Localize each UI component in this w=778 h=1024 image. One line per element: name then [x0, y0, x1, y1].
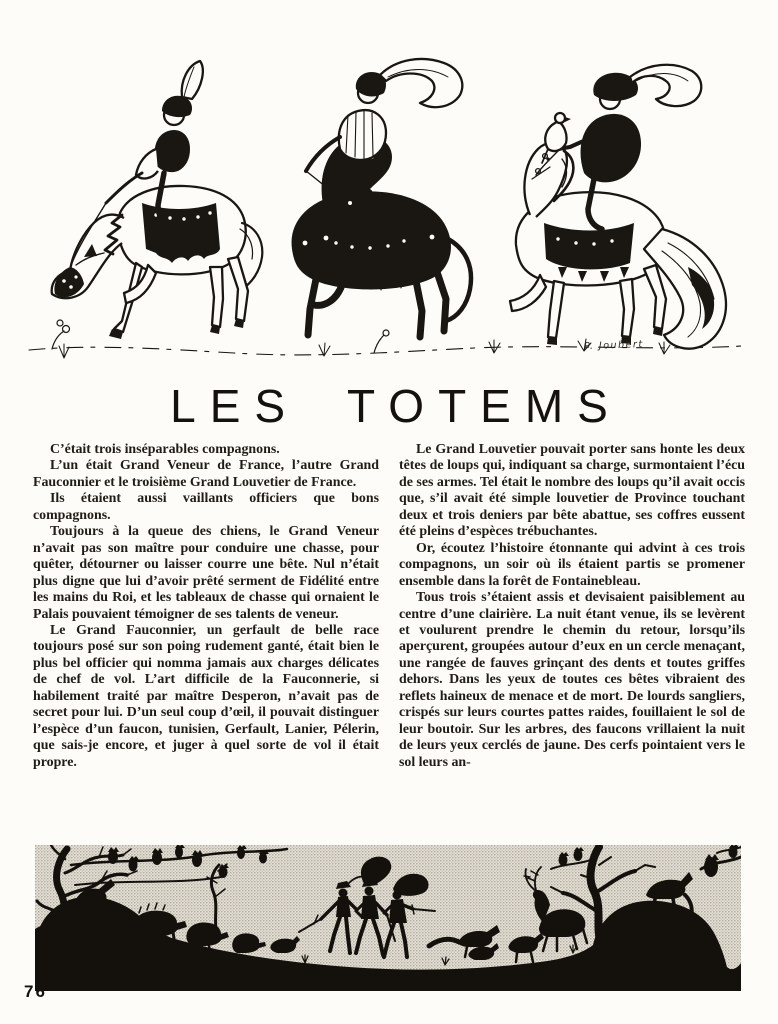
hunting-party-drawing	[24, 52, 754, 366]
page-number: 76	[24, 982, 47, 1001]
rider-middle	[306, 59, 462, 213]
paragraph: Or, écoutez l’histoire étonnante qui advint à ces trois compagnons, un soir où ils étaient partis se promener ensemble dans la forêt de Fontainebleau.	[399, 540, 745, 589]
silhouette-illustration	[35, 845, 741, 991]
horse-and-rider-veneur	[52, 61, 263, 339]
artist-signature: P. Joubert	[583, 338, 644, 353]
paragraph: L’un était Grand Veneur de France, l’autre Grand Fauconnier et le troisième Grand Louvetier de France.	[33, 458, 379, 490]
article-columns	[33, 442, 745, 771]
silhouette-scene	[35, 845, 741, 991]
page-title: LES TOTEMS	[170, 380, 622, 432]
flower	[52, 320, 70, 349]
paragraph: Le Grand Louvetier pouvait porter sans honte les deux têtes de loups qui, indiquant sa charge, surmontaient l’écu de ses armes. Tel était le nombre des loups qu’il avait occis que, s’il avait été simple louvetier de Province touchant deux et trois deniers par bête abattue, ses coffres eussent été pleins d’espèces trébuchantes.	[399, 442, 745, 540]
left-column	[33, 442, 379, 771]
paragraph: C’était trois inséparables compagnons.	[50, 442, 280, 457]
right-column	[399, 442, 745, 771]
flower	[374, 330, 389, 353]
paragraph: Le Grand Fauconnier, un gerfault de belle race toujours posé sur son poing rudement ganté, était bien le plus bel officier qui nomma jamais aux charges délicates de chef de vol. L’art difficile de la Fauconnerie, si habilement traité par maître Desperon, n’avait pas de secret pour lui. D’un seul coup d’œil, il pouvait distinguer l’espèce d’un faucon, tunisien, Gerfault, Lanier, Pélerin, que sais-je encore, et juger à quel sorte de vol il était propre.	[33, 622, 379, 770]
horse-and-rider-middle	[292, 59, 471, 337]
paragraph: Ils étaient aussi vaillants officiers que bons compagnons.	[33, 491, 379, 523]
paragraph: Toujours à la queue des chiens, le Grand Veneur n’avait pas son maître pour conduire une chasse, pour quêter, détourner ou laisser courre une bête. Nul n’était plus digne que lui d’avoir prêté serment de Fidélité entre les mains du Roi, et les tableaux de chasse qui ornaient le Palais pouvaient témoigner de ses talents de veneur.	[33, 524, 379, 622]
paragraph: Tous trois s’étaient assis et devisaient paisiblement au centre d’une clairière. La nuit étant venue, ils se levèrent et voulurent prendre le chemin du retour, lorsqu’ils aperçurent, groupées autour d’eux en un cercle menaçant, une rangée de fauves grinçant des dents et toutes griffes dehors. Dans les yeux de toutes ces bêtes vibraient des reflets haineux de menace et de mort. De lourds sangliers, crispés sur leurs courtes pattes raides, fouillaient le sol de leur boutoir. Sur les arbres, des faucons vrillaient la nuit de leurs yeux cerclés de jaune. Des cerfs pointaient vers le sol leurs an-	[399, 590, 745, 770]
hunting-party-illustration	[24, 52, 754, 366]
horse-and-rider-fauconnier	[510, 65, 726, 349]
